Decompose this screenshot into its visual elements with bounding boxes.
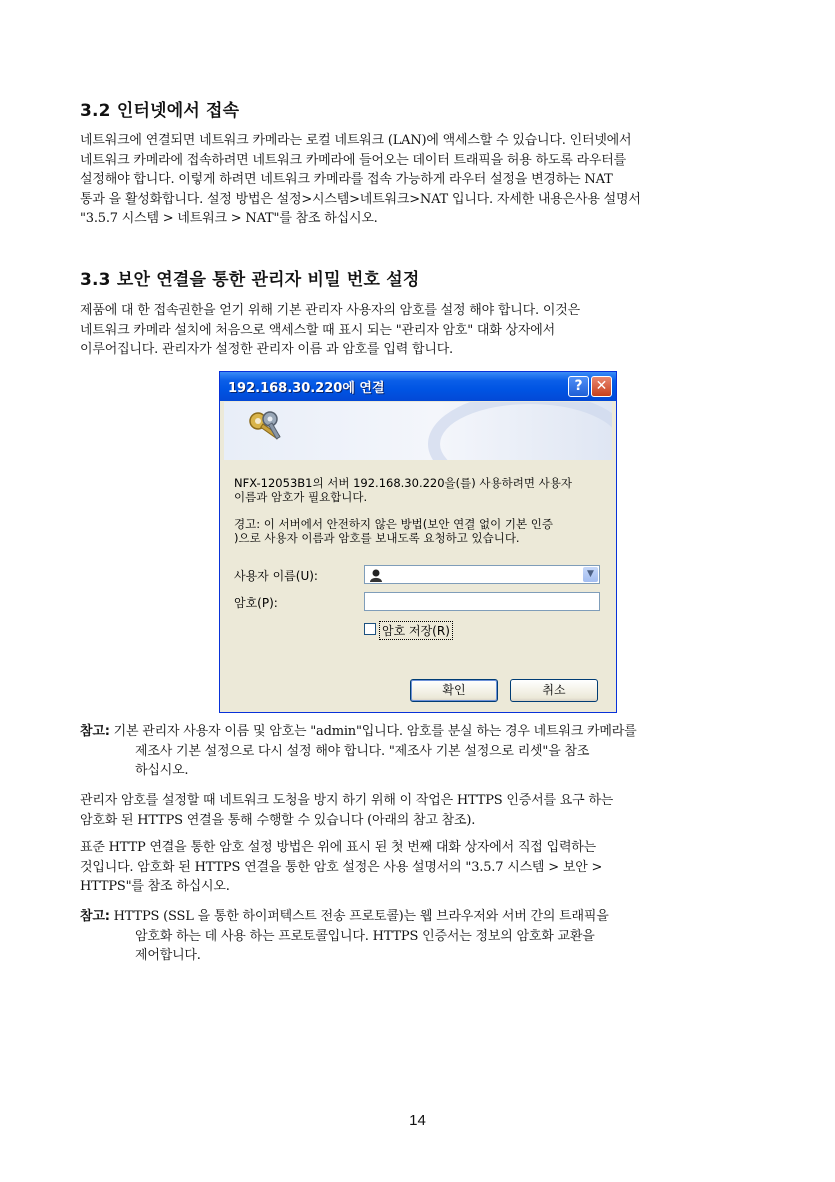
chevron-down-icon[interactable]: ▼: [583, 567, 598, 582]
https-paragraph-2: [80, 838, 760, 897]
login-dialog: [219, 371, 617, 713]
dialog-warning-line: )으로 사용자 이름과 암호를 보내도록 요청하고 있습니다.: [234, 531, 520, 545]
dialog-title: 192.168.30.220에 연결: [228, 381, 385, 396]
note-2: [80, 907, 760, 966]
text-line: 제품에 대 한 접속권한을 얻기 위해 기본 관리자 사용자의 암호를 설정 해야 합니다. 이것은: [80, 303, 580, 318]
ok-button[interactable]: 확인: [410, 679, 498, 702]
text-line: 표준 HTTP 연결을 통한 암호 설정 방법은 위에 표시 된 첫 번째 대화 상자에서 직접 입력하는: [80, 840, 597, 855]
dialog-message: [234, 476, 604, 504]
text-line: 제어합니다.: [135, 948, 201, 963]
help-button[interactable]: ?: [568, 376, 589, 397]
remember-password-checkbox[interactable]: [364, 623, 376, 635]
password-input[interactable]: [364, 592, 600, 611]
note-label: 참고:: [80, 909, 110, 924]
section-3-3-paragraph: [80, 301, 760, 360]
dialog-warning-line: 경고: 이 서버에서 안전하지 않은 방법(보안 연결 없이 기본 인증: [234, 517, 553, 531]
text-line: HTTPS (SSL 을 통한 하이퍼텍스트 전송 프로토콜)는 웹 브라우저와 서버 간의 트래픽을: [113, 909, 609, 924]
dialog-titlebar: [220, 372, 616, 401]
text-line: 네트워크 카메라에 접속하려면 네트워크 카메라에 들어오는 데이터 트래픽을 허용 하도록 라우터를: [80, 152, 627, 168]
text-line: 관리자 암호를 설정할 때 네트워크 도청을 방지 하기 위해 이 작업은 HTTPS 인증서를 요구 하는: [80, 793, 614, 808]
note-label: 참고:: [80, 724, 110, 739]
dialog-warning: [234, 517, 604, 545]
text-line: HTTPS"를 참조 하십시오.: [80, 879, 230, 894]
section-3-2-heading: 3.2 인터넷에서 접속: [80, 101, 240, 121]
section-3-3-heading: 3.3 보안 연결을 통한 관리자 비밀 번호 설정: [80, 270, 420, 290]
username-combobox[interactable]: [364, 565, 600, 584]
text-line: 암호화 하는 데 사용 하는 프로토콜입니다. HTTPS 인증서는 정보의 암호화 교환을: [135, 928, 595, 944]
text-line: 것입니다. 암호화 된 HTTPS 연결을 통한 암호 설정은 사용 설명서의 "3.5.7 시스템 > 보안 >: [80, 859, 603, 875]
https-paragraph-1: [80, 791, 760, 830]
text-line: 네트워크에 연결되면 네트워크 카메라는 로컬 네트워크 (LAN)에 액세스할 수 있습니다. 인터넷에서: [80, 133, 632, 148]
banner-decoration: [428, 402, 612, 460]
username-label: 사용자 이름(U):: [234, 569, 318, 583]
dialog-message-line: 이름과 암호가 필요합니다.: [234, 490, 368, 504]
close-button[interactable]: ✕: [591, 376, 612, 397]
text-line: 제조사 기본 설정으로 다시 설정 해야 합니다. "제조사 기본 설정으로 리셋"을 참조: [135, 743, 590, 759]
text-line: 하십시오.: [135, 763, 189, 778]
text-line: 통과 을 활성화합니다. 설정 방법은 설정>시스템>네트워크>NAT 입니다. 자세한 내용은사용 설명서: [80, 191, 641, 207]
user-icon: [369, 568, 383, 582]
note-1: [80, 722, 760, 781]
text-line: 설정해야 합니다. 이렇게 하려면 네트워크 카메라를 접속 가능하게 라우터 설정을 변경하는 NAT: [80, 172, 613, 187]
text-line: 이루어집니다. 관리자가 설정한 관리자 이름 과 암호를 입력 합니다.: [80, 342, 453, 357]
remember-password-label[interactable]: 암호 저장(R): [379, 621, 453, 640]
text-line: 암호화 된 HTTPS 연결을 통해 수행할 수 있습니다 (아래의 참고 참조).: [80, 812, 476, 828]
text-line: "3.5.7 시스템 > 네트워크 > NAT"를 참조 하십시오.: [80, 211, 378, 226]
note-2-first-line: [80, 907, 760, 927]
cancel-button[interactable]: 취소: [510, 679, 598, 702]
keys-icon: [246, 410, 290, 450]
dialog-banner: [224, 402, 612, 460]
dialog-message-line: NFX-12053B1의 서버 192.168.30.220을(를) 사용하려면 사용자: [234, 476, 572, 490]
note-1-first-line: [80, 722, 760, 742]
text-line: 네트워크 카메라 설치에 처음으로 액세스할 때 표시 되는 "관리자 암호" 대화 상자에서: [80, 322, 555, 338]
page-number: 14: [409, 1112, 426, 1129]
section-3-2-paragraph: [80, 131, 760, 229]
text-line: 기본 관리자 사용자 이름 및 암호는 "admin"입니다. 암호를 분실 하는 경우 네트워크 카메라를: [113, 724, 637, 739]
password-label: 암호(P):: [234, 596, 278, 610]
